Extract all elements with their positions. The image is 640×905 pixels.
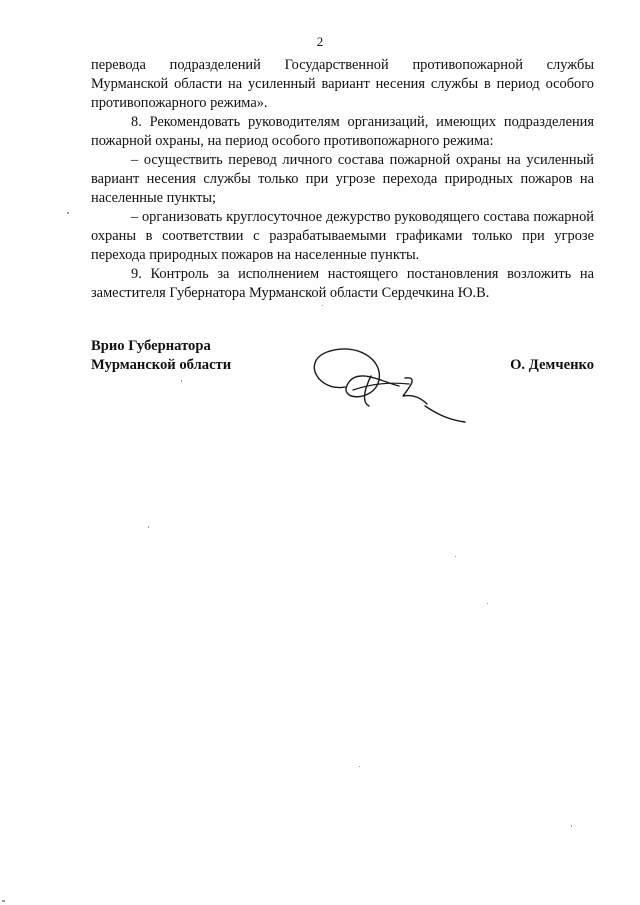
scan-speck bbox=[2, 900, 5, 902]
scan-speck bbox=[322, 305, 323, 306]
scan-speck bbox=[359, 766, 360, 767]
signature-block bbox=[91, 337, 594, 437]
paragraph-item-8: 8. Рекомендовать руководителям организаций, имеющих подразделения пожарной охраны, на период особого противопожарного режима: bbox=[91, 114, 594, 149]
signatory-title-line-1: Врио Губернатора bbox=[91, 338, 211, 354]
scan-speck bbox=[455, 556, 456, 557]
signatory-title-line-2: Мурманской области bbox=[91, 357, 232, 373]
handwritten-signature bbox=[287, 340, 487, 440]
scan-speck bbox=[67, 212, 69, 214]
signatory-title bbox=[91, 337, 231, 375]
paragraph-continuation: перевода подразделений Государственной противопожарной службы Мурманской области на усиленный вариант несения службы в период особого противопожарного режима». bbox=[91, 57, 594, 111]
signature-cross-stroke bbox=[353, 383, 409, 390]
signatory-name: О. Демченко bbox=[510, 357, 594, 373]
scan-speck bbox=[181, 380, 182, 382]
paragraph-item-8-sub-2: – организовать круглосуточное дежурство руководящего состава пожарной охраны в соответствии с разрабатываемыми графиками только при угрозе перехода природных пожаров на населенные пункты. bbox=[91, 209, 594, 263]
scan-speck bbox=[148, 526, 149, 528]
scan-speck bbox=[487, 603, 488, 604]
document-body bbox=[91, 56, 594, 303]
signature-stroke bbox=[314, 349, 465, 422]
scan-speck bbox=[571, 825, 572, 827]
page-number: 2 bbox=[316, 34, 324, 49]
paragraph-item-8-sub-1: – осуществить перевод личного состава пожарной охраны на усиленный вариант несения службы только при угрозе перехода природных пожаров на населенные пункты; bbox=[91, 152, 594, 206]
paragraph-item-9: 9. Контроль за исполнением настоящего постановления возложить на заместителя Губернатора Мурманской области Сердечкина Ю.В. bbox=[91, 266, 594, 301]
